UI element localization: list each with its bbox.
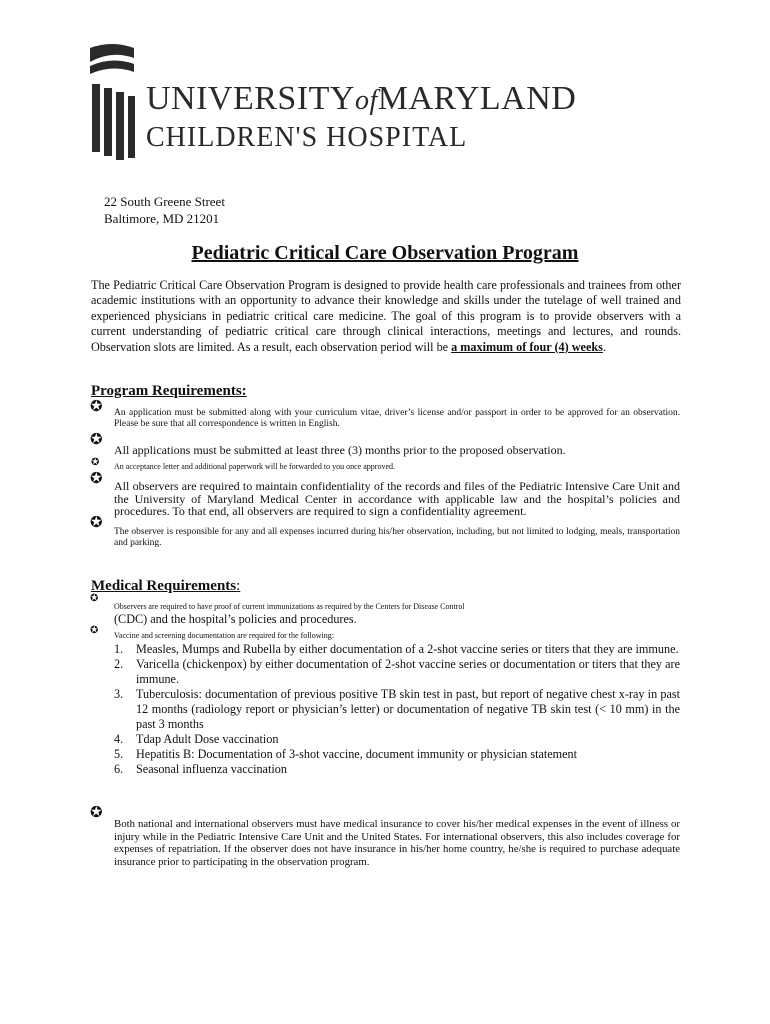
address-block: [104, 193, 225, 227]
intro-paragraph: The Pediatric Critical Care Observation Program is designed to provide health care professionals and trainees from other academic institutions with an opportunity to advance their knowledge and skills under the tutelage of well trained and experienced physicians in pediatric critical care medicine. The goal of this program is to provide observers with a current understanding of pediatric critical care through clinical interactions, meetings and lectures, and rounds. Observation slots are limited. As a result, each observation period will be a maximum of four (4) weeks.: [91, 278, 681, 354]
medical-screening-intro: Vaccine and screening documentation are required for the following:: [114, 631, 334, 640]
list-item: 4. Tdap Adult Dose vaccination: [114, 732, 279, 746]
program-item-application: An application must be submitted along with your curriculum vitae, driver’s license and/or passport in order to be approved for an observation. Please be sure that all correspondence is written in English.: [114, 408, 680, 429]
page-title: Pediatric Critical Care Observation Program: [191, 242, 579, 264]
star-bullet-icon: ✪: [90, 515, 103, 531]
program-item-acceptance: An acceptance letter and additional paperwork will be forwarded to you once approved.: [114, 462, 395, 471]
star-bullet-icon: ✪: [90, 399, 103, 415]
address-city: Baltimore, MD 21201: [104, 211, 220, 226]
list-item: 1. Measles, Mumps and Rubella by either documentation of a 2-shot vaccine series or titers that they are immune.: [114, 642, 679, 656]
intro-emphasis: a maximum of four (4) weeks: [451, 339, 603, 354]
program-requirements-heading: Program Requirements:: [91, 383, 247, 399]
medical-immunization-large: (CDC) and the hospital’s policies and procedures.: [114, 612, 357, 626]
logo-hospital-text: CHILDREN'S HOSPITAL: [146, 122, 468, 153]
logo-university-text: UNIVERSITYofMARYLAND: [146, 80, 577, 117]
program-item-expenses: The observer is responsible for any and all expenses incurred during his/her observation, including, but not limited to lodging, meals, transportation and parking.: [114, 527, 680, 548]
star-bullet-icon: ✪: [90, 593, 99, 604]
list-item: 6. Seasonal influenza vaccination: [114, 762, 287, 776]
address-street: 22 South Greene Street: [104, 194, 225, 209]
program-item-timing: All applications must be submitted at least three (3) months prior to the proposed observation.: [114, 443, 566, 457]
list-item: 2. Varicella (chickenpox) by either documentation of 2-shot vaccine series or documentation or titers that they are immune.: [114, 657, 680, 686]
star-bullet-icon: ✪: [90, 625, 99, 636]
list-item: 3. Tuberculosis: documentation of previous positive TB skin test in past, but report of negative chest x-ray in past 12 months (radiology report or physician’s letter) or documentation of negative TB skin test (< 10 mm) in the past 3 months: [114, 687, 680, 731]
list-item: 5. Hepatitis B: Documentation of 3-shot vaccine, document immunity or physician statement: [114, 747, 578, 761]
star-bullet-icon: ✪: [90, 471, 103, 487]
hospital-logo: [86, 44, 577, 164]
medical-insurance-paragraph: Both national and international observers must have medical insurance to cover his/her medical expenses in the event of illness or injury while in the Pediatric Intensive Care Unit and the United States. For international observers, this also includes coverage for expenses of repatriation. If the observer does not have insurance in his/her home country, he/she is required to purchase adequate insurance prior to participating in the observation program.: [114, 818, 680, 868]
hospital-columns-logo-icon: [86, 44, 138, 162]
medical-immunization-small: Observers are required to have proof of current immunizations as required by the Centers for Disease Control: [114, 602, 465, 611]
medical-requirements-list: [114, 642, 680, 777]
star-bullet-icon: ✪: [90, 805, 103, 821]
medical-requirements-heading: Medical Requirements:: [91, 578, 241, 594]
program-item-confidentiality: All observers are required to maintain confidentiality of the records and files of the Pediatric Intensive Care Unit and the University of Maryland Medical Center in accordance with applicable law and the hospital’s policies and procedures. To that end, all observers are required to sign a confidentiality agreement.: [114, 479, 680, 518]
star-bullet-icon: ✪: [90, 432, 103, 448]
star-bullet-icon: ✪: [91, 457, 100, 468]
